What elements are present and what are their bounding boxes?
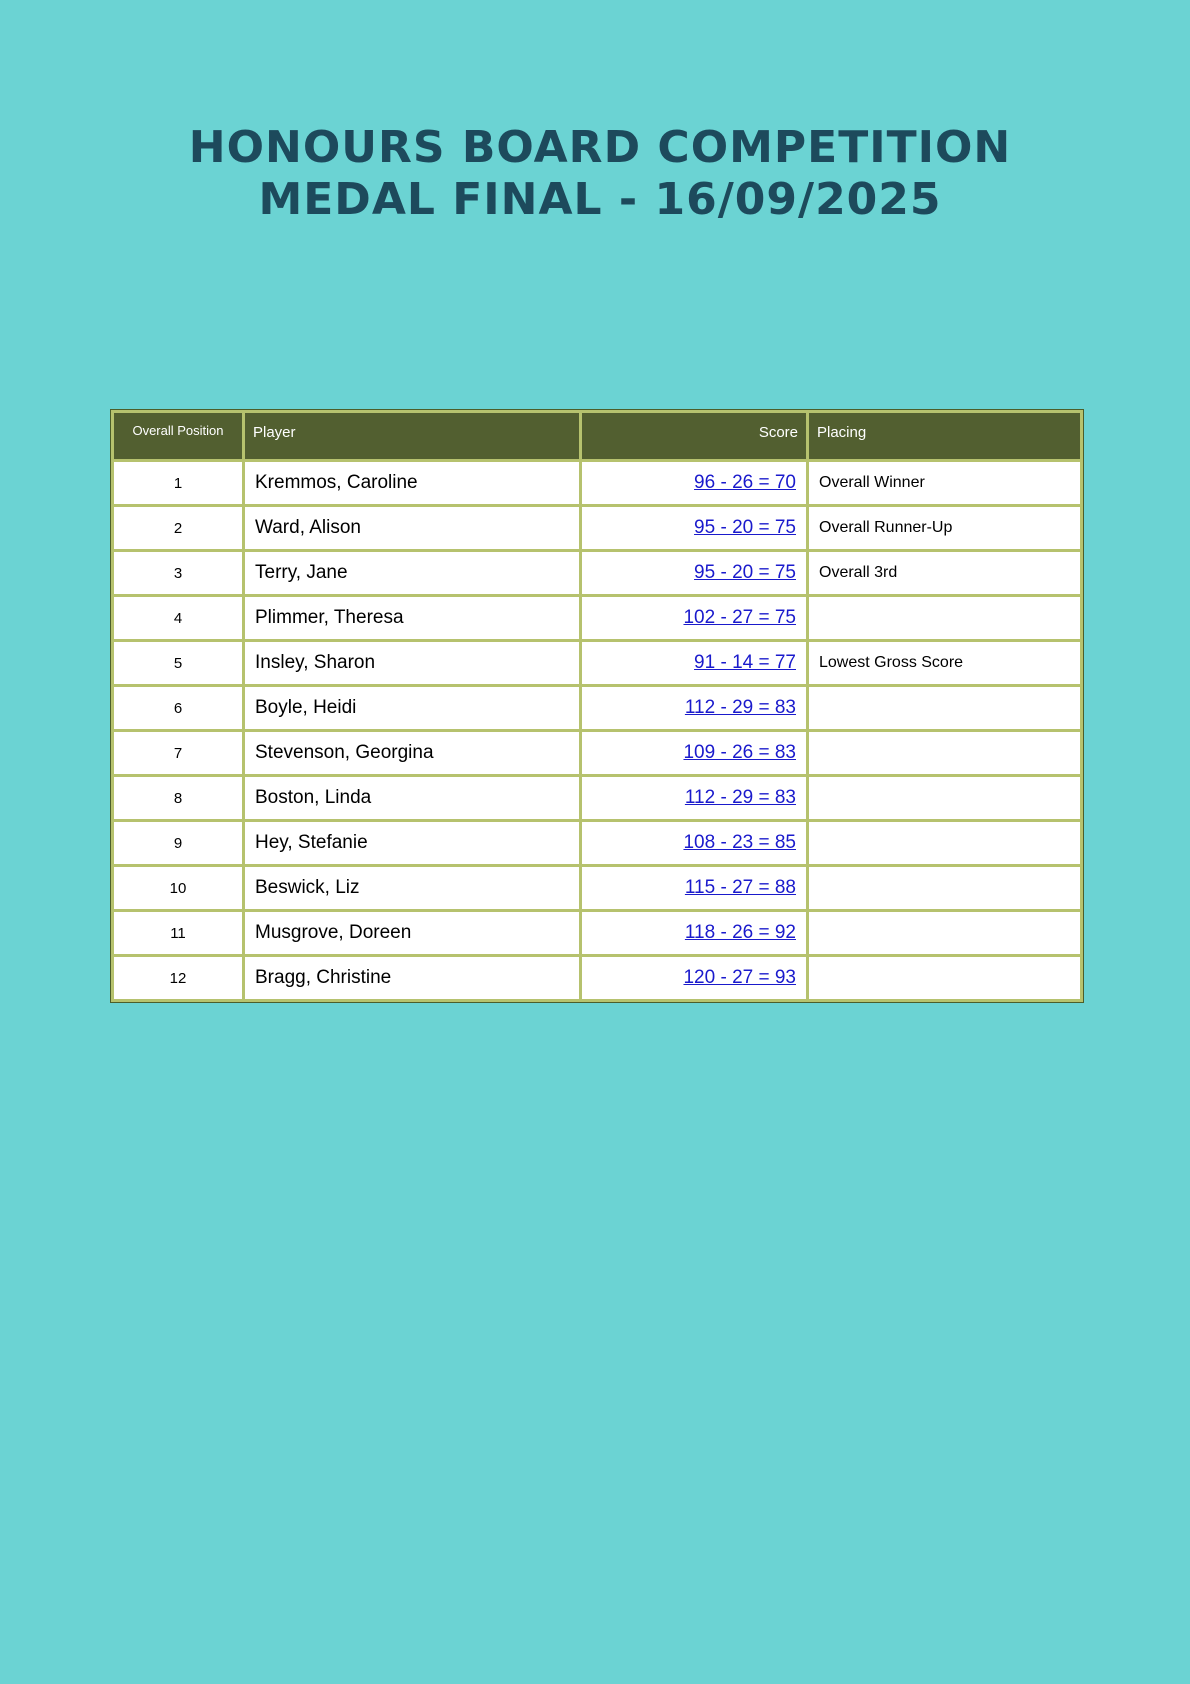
score-link[interactable]: 118 - 26 = 92 xyxy=(684,922,796,943)
score-cell xyxy=(582,552,806,594)
score-cell xyxy=(582,462,806,504)
placing-cell xyxy=(809,777,1080,819)
score-link[interactable]: 120 - 27 = 93 xyxy=(683,967,796,988)
placing-cell xyxy=(809,867,1080,909)
position-cell: 1 xyxy=(114,462,242,504)
player-cell: Terry, Jane xyxy=(245,552,579,594)
score-cell xyxy=(582,822,806,864)
player-cell: Stevenson, Georgina xyxy=(245,732,579,774)
position-cell: 5 xyxy=(114,642,242,684)
table-row xyxy=(114,597,1080,639)
player-cell: Plimmer, Theresa xyxy=(245,597,579,639)
position-cell: 11 xyxy=(114,912,242,954)
placing-cell: Overall 3rd xyxy=(809,552,1080,594)
score-link[interactable]: 102 - 27 = 75 xyxy=(683,607,796,628)
score-cell xyxy=(582,957,806,999)
table-row xyxy=(114,822,1080,864)
score-link[interactable]: 109 - 26 = 83 xyxy=(683,742,796,763)
table-row xyxy=(114,867,1080,909)
score-link[interactable]: 112 - 29 = 83 xyxy=(684,697,796,718)
placing-cell xyxy=(809,732,1080,774)
position-cell: 9 xyxy=(114,822,242,864)
score-cell xyxy=(582,687,806,729)
placing-cell xyxy=(809,957,1080,999)
table-row xyxy=(114,687,1080,729)
table-row xyxy=(114,777,1080,819)
player-cell: Boyle, Heidi xyxy=(245,687,579,729)
page-title: HONOURS BOARD COMPETITION MEDAL FINAL - 16/09/2025 xyxy=(188,122,1012,225)
score-link[interactable]: 115 - 27 = 88 xyxy=(684,877,796,898)
position-cell: 2 xyxy=(114,507,242,549)
player-cell: Ward, Alison xyxy=(245,507,579,549)
table-row xyxy=(114,642,1080,684)
column-header-placing: Placing xyxy=(809,413,1080,459)
player-cell: Bragg, Christine xyxy=(245,957,579,999)
table-row xyxy=(114,507,1080,549)
player-cell: Beswick, Liz xyxy=(245,867,579,909)
position-cell: 8 xyxy=(114,777,242,819)
table-row xyxy=(114,732,1080,774)
table-row xyxy=(114,957,1080,999)
score-link[interactable]: 96 - 26 = 70 xyxy=(694,472,796,493)
placing-cell xyxy=(809,822,1080,864)
position-cell: 12 xyxy=(114,957,242,999)
position-cell: 4 xyxy=(114,597,242,639)
score-cell xyxy=(582,912,806,954)
table-row xyxy=(114,462,1080,504)
score-link[interactable]: 108 - 23 = 85 xyxy=(683,832,796,853)
placing-cell xyxy=(809,912,1080,954)
score-link[interactable]: 91 - 14 = 77 xyxy=(694,652,796,673)
placing-cell xyxy=(809,687,1080,729)
placing-cell: Overall Runner-Up xyxy=(809,507,1080,549)
player-cell: Musgrove, Doreen xyxy=(245,912,579,954)
score-link[interactable]: 95 - 20 = 75 xyxy=(694,517,796,538)
results-table xyxy=(110,409,1084,1003)
table-row xyxy=(114,552,1080,594)
placing-cell: Lowest Gross Score xyxy=(809,642,1080,684)
score-cell xyxy=(582,642,806,684)
position-cell: 7 xyxy=(114,732,242,774)
column-header-player: Player xyxy=(245,413,579,459)
player-cell: Boston, Linda xyxy=(245,777,579,819)
column-header-position: Overall Position xyxy=(114,413,242,459)
position-cell: 10 xyxy=(114,867,242,909)
placing-cell: Overall Winner xyxy=(809,462,1080,504)
player-cell: Kremmos, Caroline xyxy=(245,462,579,504)
position-cell: 3 xyxy=(114,552,242,594)
score-link[interactable]: 112 - 29 = 83 xyxy=(684,787,796,808)
placing-cell xyxy=(809,597,1080,639)
score-cell xyxy=(582,597,806,639)
score-link[interactable]: 95 - 20 = 75 xyxy=(694,562,796,583)
player-cell: Hey, Stefanie xyxy=(245,822,579,864)
score-cell xyxy=(582,777,806,819)
table-header-row xyxy=(114,413,1080,459)
score-cell xyxy=(582,732,806,774)
column-header-score: Score xyxy=(582,413,806,459)
score-cell xyxy=(582,507,806,549)
player-cell: Insley, Sharon xyxy=(245,642,579,684)
score-cell xyxy=(582,867,806,909)
table-row xyxy=(114,912,1080,954)
position-cell: 6 xyxy=(114,687,242,729)
